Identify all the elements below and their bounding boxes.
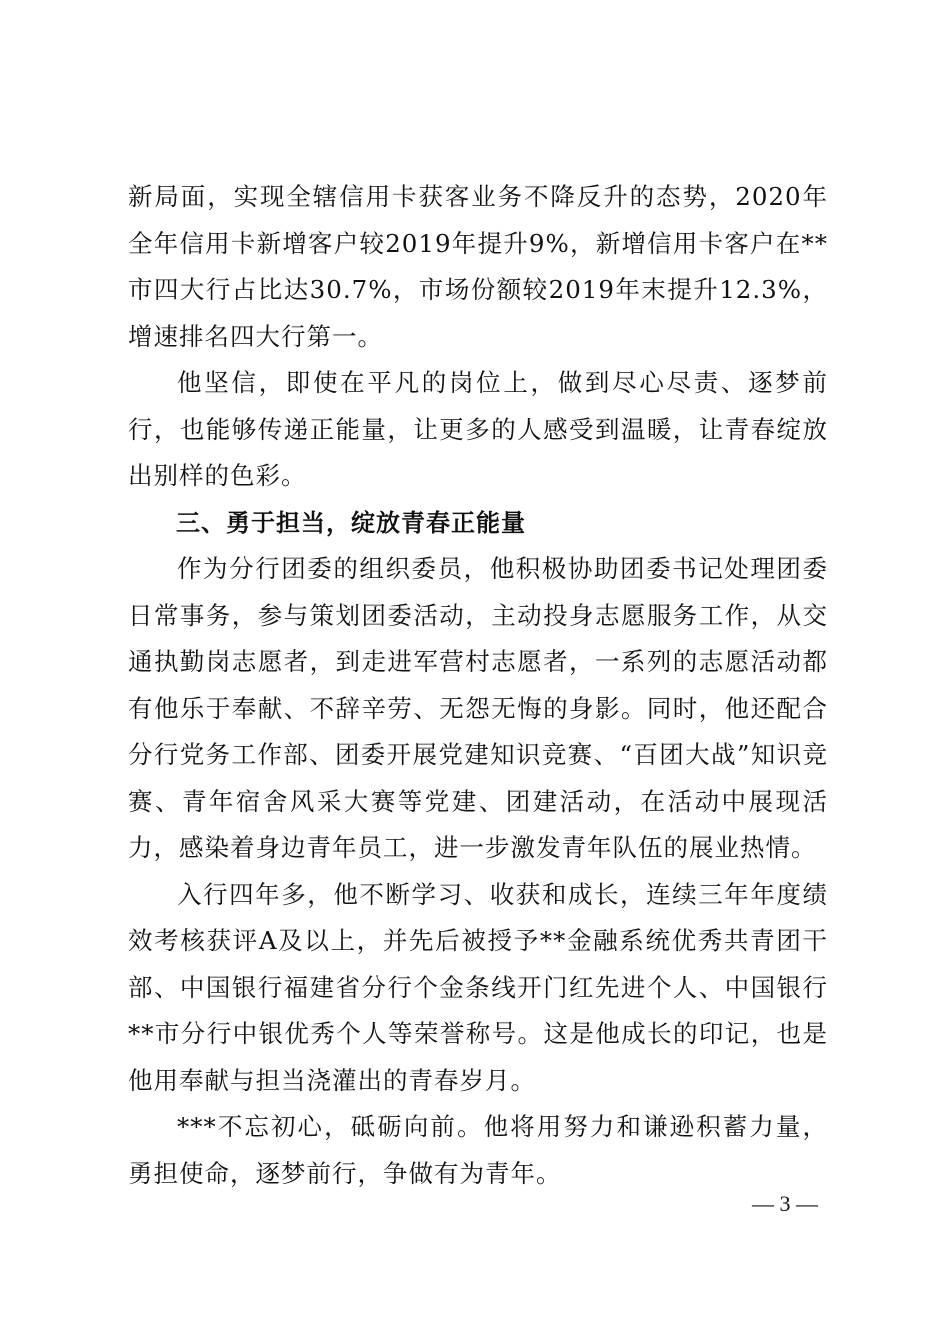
page-number: — 3 — [752,1191,818,1216]
paragraph-credit-card-results: 新局面，实现全辖信用卡获客业务不降反升的态势，2020年全年信用卡新增客户较2019年提升9%，新增信用卡客户在**市四大行占比达30.7%，市场份额较2019年末提升12.3%，增速排名四大行第一。 [128,182,828,351]
paragraph-honors: 入行四年多，他不断学习、收获和成长，连续三年年度绩效考核获评A及以上，并先后被授予**金融系统优秀共青团干部、中国银行福建省分行个金条线开门红先进个人、中国银行**市分行中银优秀个人等荣誉称号。这是他成长的印记，也是他用奉献与担当浇灌出的青春岁月。 [128,879,828,1095]
paragraph-youth-league-work: 作为分行团委的组织委员，他积极协助团委书记处理团委日常事务，参与策划团委活动，主动投身志愿服务工作，从交通执勤岗志愿者，到走进军营村志愿者，一系列的志愿活动都有他乐于奉献、不辞辛劳、无怨无悔的身影。同时，他还配合分行党务工作部、团委开展党建知识竞赛、“百团大战”知识竞赛、青年宿舍风采大赛等党建、团建活动，在活动中展现活力，感染着身边青年员工，进一步激发青年队伍的展业热情。 [128,554,828,862]
paragraph-closing: ***不忘初心，砥砺向前。他将用努力和谦逊积蓄力量，勇担使命，逐梦前行，争做有为青年。 [128,1112,828,1188]
section-heading: 三、勇于担当，绽放青春正能量 [176,508,526,537]
paragraph-belief: 他坚信，即使在平凡的岗位上，做到尽心尽责、逐梦前行，也能够传递正能量，让更多的人感受到温暖，让青春绽放出别样的色彩。 [128,368,828,490]
document-body [128,174,828,1197]
